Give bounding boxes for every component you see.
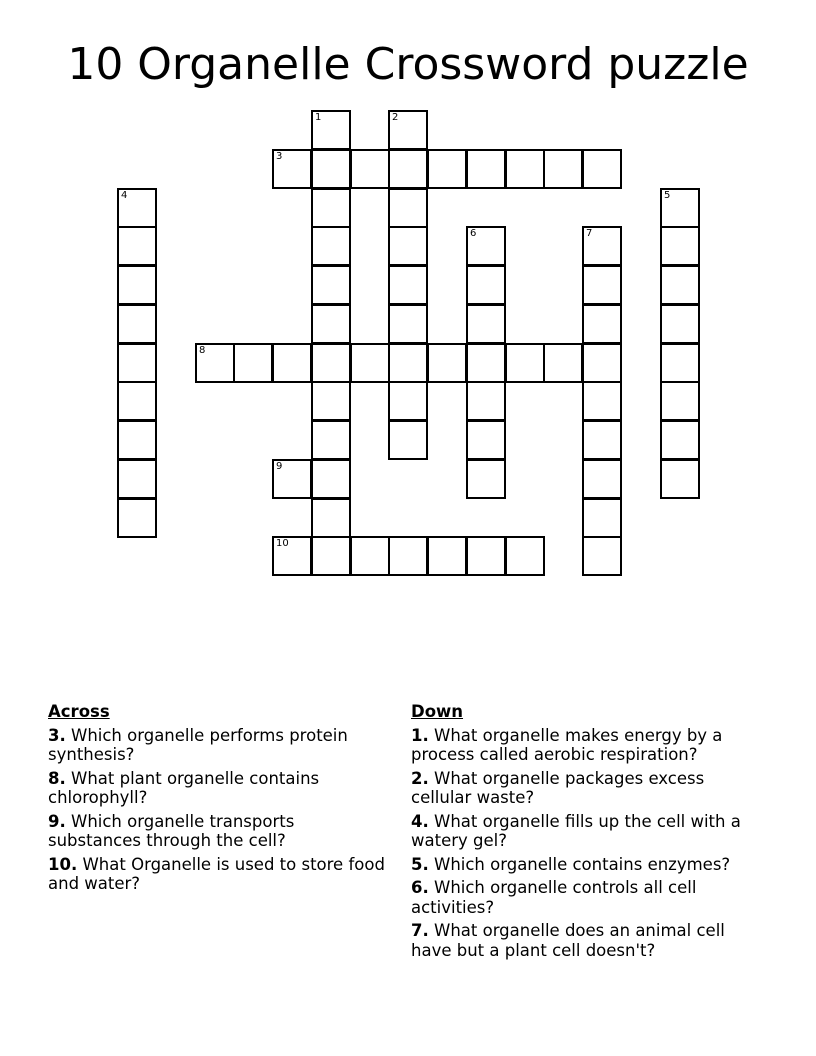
clue-across-8 <box>48 769 388 808</box>
grid-cell[interactable] <box>582 343 622 383</box>
puzzle-title: 10 Organelle Crossword puzzle <box>67 39 749 90</box>
grid-cell[interactable] <box>427 149 467 189</box>
grid-cell[interactable] <box>272 149 312 189</box>
grid-cell[interactable] <box>427 343 467 383</box>
clue-across-3 <box>48 726 388 765</box>
grid-cell[interactable] <box>660 420 700 460</box>
cell-number: 7 <box>586 228 593 239</box>
clue-number: 4. <box>411 811 429 831</box>
cell-number: 4 <box>121 190 128 201</box>
grid-cell[interactable] <box>505 536 545 576</box>
grid-cell[interactable] <box>117 188 157 228</box>
grid-cell[interactable] <box>466 149 506 189</box>
clue-text: Which organelle performs protein synthesis? <box>48 725 348 764</box>
grid-cell[interactable] <box>388 381 428 421</box>
grid-cell[interactable] <box>388 110 428 150</box>
cell-number: 8 <box>199 345 206 356</box>
clue-text: Which organelle controls all cell activities? <box>411 878 697 917</box>
clue-down-4 <box>411 812 766 851</box>
clue-across-9 <box>48 812 388 851</box>
grid-cell[interactable] <box>117 498 157 538</box>
grid-cell[interactable] <box>311 188 351 228</box>
clue-number: 10. <box>48 854 78 874</box>
grid-cell[interactable] <box>117 226 157 266</box>
grid-cell[interactable] <box>505 149 545 189</box>
clue-number: 5. <box>411 854 429 874</box>
grid-cell[interactable] <box>388 149 428 189</box>
clue-across-10 <box>48 855 388 894</box>
clue-text: What organelle packages excess cellular waste? <box>411 768 705 807</box>
grid-cell[interactable] <box>660 188 700 228</box>
grid-cell[interactable] <box>427 536 467 576</box>
clue-number: 6. <box>411 878 429 897</box>
grid-cell[interactable] <box>311 343 351 383</box>
grid-cell[interactable] <box>272 343 312 383</box>
grid-cell[interactable] <box>388 536 428 576</box>
grid-cell[interactable] <box>466 265 506 305</box>
grid-cell[interactable] <box>311 110 351 150</box>
grid-cell[interactable] <box>311 381 351 421</box>
grid-cell[interactable] <box>117 381 157 421</box>
cell-number: 5 <box>664 190 671 201</box>
clue-down-2 <box>411 769 766 808</box>
cell-number: 10 <box>276 538 289 549</box>
grid-cell[interactable] <box>117 459 157 499</box>
clue-text: Which organelle contains enzymes? <box>434 854 731 874</box>
grid-cell[interactable] <box>660 343 700 383</box>
grid-cell[interactable] <box>582 265 622 305</box>
clue-number: 2. <box>411 768 429 788</box>
grid-cell[interactable] <box>388 343 428 383</box>
grid-cell[interactable] <box>350 536 390 576</box>
grid-cell[interactable] <box>311 420 351 460</box>
grid-cell[interactable] <box>466 420 506 460</box>
grid-cell[interactable] <box>117 420 157 460</box>
clue-down-1 <box>411 726 766 765</box>
grid-cell[interactable] <box>466 226 506 266</box>
grid-cell[interactable] <box>272 459 312 499</box>
grid-cell[interactable] <box>311 226 351 266</box>
clue-number: 1. <box>411 725 429 745</box>
grid-cell[interactable] <box>543 149 583 189</box>
grid-cell[interactable] <box>660 265 700 305</box>
grid-cell[interactable] <box>582 381 622 421</box>
grid-cell[interactable] <box>466 459 506 499</box>
grid-cell[interactable] <box>582 304 622 344</box>
clue-number: 8. <box>48 768 66 788</box>
grid-cell[interactable] <box>388 420 428 460</box>
grid-cell[interactable] <box>350 343 390 383</box>
grid-cell[interactable] <box>582 420 622 460</box>
grid-cell[interactable] <box>233 343 273 383</box>
grid-cell[interactable] <box>582 459 622 499</box>
clue-down-7 <box>411 921 766 960</box>
clue-down-5 <box>411 855 766 875</box>
cell-number: 3 <box>276 151 283 162</box>
grid-cell[interactable] <box>117 343 157 383</box>
down-heading: Down <box>411 702 464 721</box>
grid-cell[interactable] <box>582 498 622 538</box>
grid-cell[interactable] <box>466 304 506 344</box>
across-clues <box>48 702 388 898</box>
grid-cell[interactable] <box>582 226 622 266</box>
grid-cell[interactable] <box>660 459 700 499</box>
clue-text: Which organelle transports substances through the cell? <box>48 811 295 850</box>
clue-number: 9. <box>48 811 66 831</box>
cell-number: 2 <box>392 112 399 123</box>
clue-number: 7. <box>411 921 429 940</box>
grid-cell[interactable] <box>350 149 390 189</box>
clue-text: What organelle fills up the cell with a watery gel? <box>411 811 741 850</box>
grid-cell[interactable] <box>388 265 428 305</box>
clue-text: What organelle does an animal cell have but a plant cell doesn't? <box>411 921 725 960</box>
clue-text: What plant organelle contains chlorophyll? <box>48 768 320 807</box>
grid-cell[interactable] <box>660 304 700 344</box>
grid-cell[interactable] <box>388 188 428 228</box>
grid-cell[interactable] <box>311 459 351 499</box>
grid-cell[interactable] <box>388 226 428 266</box>
grid-cell[interactable] <box>660 226 700 266</box>
grid-cell[interactable] <box>311 304 351 344</box>
clue-text: What Organelle is used to store food and water? <box>48 854 385 893</box>
clue-down-6 <box>411 878 766 917</box>
cell-number: 6 <box>470 228 477 239</box>
down-clues <box>411 702 766 964</box>
grid-cell[interactable] <box>543 343 583 383</box>
across-heading: Across <box>48 702 110 721</box>
grid-cell[interactable] <box>195 343 235 383</box>
grid-cell[interactable] <box>660 381 700 421</box>
grid-cell[interactable] <box>311 536 351 576</box>
grid-cell[interactable] <box>466 536 506 576</box>
grid-cell[interactable] <box>466 381 506 421</box>
grid-cell[interactable] <box>505 343 545 383</box>
grid-cell[interactable] <box>311 265 351 305</box>
grid-cell[interactable] <box>466 343 506 383</box>
clue-number: 3. <box>48 725 66 745</box>
grid-cell[interactable] <box>117 304 157 344</box>
grid-cell[interactable] <box>582 149 622 189</box>
clue-text: What organelle makes energy by a process called aerobic respiration? <box>411 725 723 764</box>
grid-cell[interactable] <box>311 498 351 538</box>
grid-cell[interactable] <box>272 536 312 576</box>
grid-cell[interactable] <box>388 304 428 344</box>
grid-cell[interactable] <box>311 149 351 189</box>
cell-number: 1 <box>315 112 322 123</box>
cell-number: 9 <box>276 461 283 472</box>
grid-cell[interactable] <box>117 265 157 305</box>
grid-cell[interactable] <box>582 536 622 576</box>
